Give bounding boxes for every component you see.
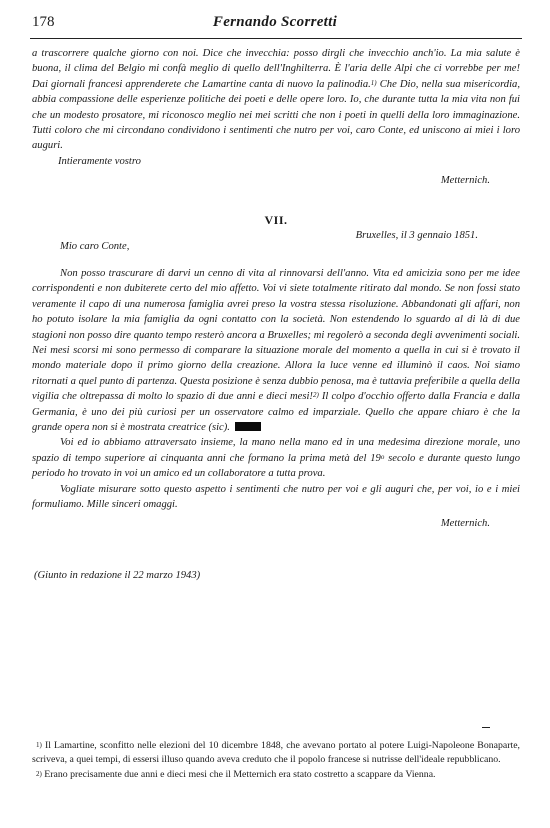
letter1-closing: Intieramente vostro xyxy=(58,155,141,167)
letter2-paragraph-2 xyxy=(32,435,520,481)
letter2-paragraph-1 xyxy=(32,266,520,435)
letter2-p1-cont: Il colpo d'occhio offerto dalla Francia e dalla Germania, è uno dei più curiosi per un osservatore calmo ed imparziale. Quello che appare chiaro è che la grande opera non si è mostrata creatrice (sic). xyxy=(32,391,520,433)
letter2-salutation: Mio caro Conte, xyxy=(60,241,130,253)
letter-number: VII. xyxy=(264,212,288,227)
footnote-1 xyxy=(32,739,520,768)
footnotes xyxy=(32,739,520,782)
page-header xyxy=(32,14,518,36)
footnote-ref-2[interactable]: 2) xyxy=(312,391,319,400)
footnote-2-text: Erano precisamente due anni e dieci mesi che il Metternich era stato costretto a scappare da Vienna. xyxy=(41,768,436,780)
letter2-paragraph-3: Vogliate misurare sotto questo aspetto i sentimenti che nutro per voi e gli auguri che, per voi, io e i miei formuliamo. Mille sinceri omaggi. xyxy=(32,483,520,510)
header-rule xyxy=(30,38,522,39)
letter2-p2-cont: secolo e durante questo lungo periodo ho trovato in voi un amico ed un collaboratore a tutta prova. xyxy=(32,452,520,480)
letter1-signature: Metternich. xyxy=(440,175,490,187)
editorial-note: (Giunto in redazione il 22 marzo 1943) xyxy=(34,569,201,581)
letter2-p1-text: Non posso trascurare di darvi un cenno di vita al rinnovarsi dell'anno. Vita ed amicizia sono per me idee corrispondenti e non dubiterete certo del mio affetto. Voi vi siete totalmente ritirato dal mondo. Se non fossi stato veramente il capo di una numerosa famiglia avrei preso la vostra stessa risoluzione. Abbandonati gli affari, non ho potuto isolare la mia famiglia da ogni contatto con la società. Non estendendo lo sguardo al di là di due stagioni non posso dire quanto tempo resterò ancora a Bruxelles; mi regolerò a seconda degli avvenimenti sociali. Nei mesi scorsi mi sono permesso di comparare la situazione morale del momento a quella in cui si è trovato il mondo materiale dopo il primo giorno della creazione. Allora la luce venne ed illuminò il caos. Noi siamo ritornati a quel punto di partenza. Questa posizione è senza dubbio penosa, ma è tuttavia preferibile a quella della vigilia che oltrepassa di molto lo spazio di due anni e dieci mesi! xyxy=(32,267,520,403)
letter1-text-cont: Che Dio, nella sua misericordia, abbia compassione delle esperienze politiche dei poeti e delle opere loro. Io, che durante tutta la mia vita non fui che un modesto prosatore, mi riconosco meglio nei mei scritti che non i poeti in quelli della loro immaginazione. Tutti coloro che mi circondano condividono i sentimenti che nutro per voi, caro Conte, ed uniscono ai miei i loro auguri. xyxy=(32,78,520,152)
letter-body xyxy=(32,46,520,583)
footnote-2 xyxy=(32,768,520,782)
footnote-1-text: Il Lamartine, sconfitto nelle elezioni del 10 dicembre 1848, che avevano portato al potere Luigi-Napoleone Bonaparte, scriveva, a quei tempi, di essersi illuso quando aveva creduto che il popolo francese si nutrisse dell'ideale repubblicano. xyxy=(32,740,520,766)
footnote-separator xyxy=(482,727,490,728)
letter2-p2-text: Voi ed io abbiamo attraversato insieme, la mano nella mano ed in una medesima direzione morale, uno spazio di tempo superiore ai cinquanta anni che formano la prima metà del 19 xyxy=(32,437,520,464)
running-head: Fernando Scorretti xyxy=(212,14,338,30)
letter1-text: a trascorrere qualche giorno con noi. Dice che invecchia: posso dirgli che invecchio anch'io. La mia salute è buona, il clima del Belgio mi confà meglio di quello dell'Inghilterra. È l'aria delle Alpi che ci vorrebbe per me! Dai giornali francesi apprenderete che Lamartine canta di nuovo la palinodia. xyxy=(32,48,520,90)
letter2-place-date: Bruxelles, il 3 gennaio 1851. xyxy=(355,230,478,242)
page-number: 178 xyxy=(32,14,55,30)
footnote-2-marker: 2) xyxy=(36,769,42,778)
footnote-ref-1[interactable]: 1) xyxy=(370,78,377,87)
letter1-paragraph xyxy=(32,46,520,154)
letter2-signature: Metternich. xyxy=(440,518,490,530)
footnote-1-marker: 1) xyxy=(36,741,42,749)
redaction-block xyxy=(235,422,261,431)
ordinal-superscript: o xyxy=(380,452,385,461)
